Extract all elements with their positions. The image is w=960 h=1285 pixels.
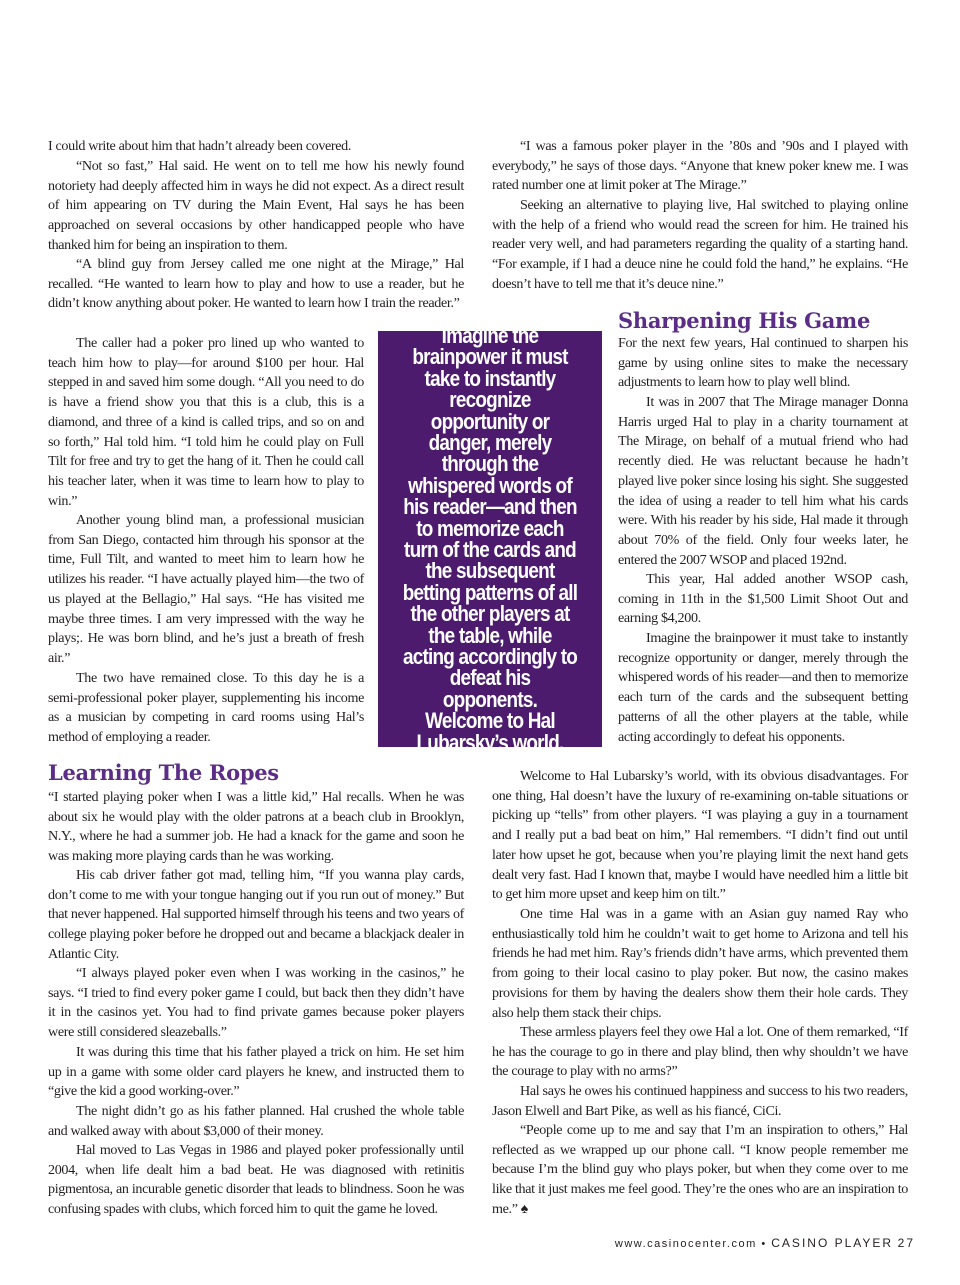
pull-quote-box — [378, 322, 602, 755]
body-paragraph: “I started playing poker when I was a little kid,” Hal recalls. When he was about six he would play with the older patrons at a beach club in Brooklyn, N.Y., where he had a summer job. He had a knack for the game and soon he was making more playing cards than he was working. — [48, 789, 464, 865]
section-heading-sharpening-his-game: Sharpening His Game — [618, 308, 871, 333]
body-paragraph: It was in 2007 that The Mirage manager Donna Harris urged Hal to play in a charity tournament at The Mirage, on behalf of a mutual friend who had recently died. He was reluctant because he hadn’t played live poker since losing his sight. She suggested the idea of using a reader to tell him what his cards were. With his reader by his side, Hal made it through about 70% of the field. Only four weeks later, he entered the 2007 WSOP and placed 192nd. — [618, 394, 908, 568]
body-paragraph: Seeking an alternative to playing live, Hal switched to playing online with the help of a friend who would read the screen for him. He trained his reader very well, and had parameters regarding the quality of a starting hand. “For example, if I had a deuce nine he could fold the hand,” he explains. “He doesn’t have to tell me that it’s deuce nine.” — [492, 197, 908, 292]
footer-magazine-name: CASINO PLAYER — [771, 1236, 894, 1250]
body-paragraph: For the next few years, Hal continued to sharpen his game by using online sites to make the necessary adjustments to learn how to play well blind. — [618, 335, 908, 391]
body-paragraph: Another young blind man, a professional musician from San Diego, contacted him through his sponsor at the time, Full Tilt, and wanted to meet him to learn how he utilizes his reader. “I have actually played him—the two of us played at the Bellagio,” Hal says. “He has visited me maybe three times. I am very impressed with the way he plays;. He was born blind, and he’s just a breath of fresh air.” — [48, 512, 364, 666]
body-paragraph: It was during this time that his father played a trick on him. He set him up in a game with some older card players he knew, and instructed them to “give the kid a good working-over.” — [48, 1044, 464, 1100]
body-paragraph: Welcome to Hal Lubarsky’s world, with its obvious disadvantages. For one thing, Hal doesn’t have the luxury of re-examining on-table situations or picking up “tells” from other players. “I was playing a guy in a tournament and I really put a bad beat on him,” Hal remembers. “I didn’t find out until later how upset he got, because when you’re playing limit the next hand gets dealt very fast. Had I known that, maybe I would have needled him a little bit to get him more upset and keep him on tilt.” — [492, 768, 908, 903]
body-paragraph: Hal says he owes his continued happiness and success to his two readers, Jason Elwell and Bart Pike, as well as his fiancé, CiCi. — [492, 1083, 908, 1119]
body-paragraph: One time Hal was in a game with an Asian guy named Ray who enthusiastically told him he couldn’t wait to get home to Arizona and tell his friends he had met him. Ray’s friends didn’t have arms, which prevented them from going to their local casino to play poker. But now, the casino makes provisions for them by having the dealers show them their hole cards. They also help them stack their chips. — [492, 906, 908, 1021]
body-paragraph: His cab driver father got mad, telling him, “If you wanna play cards, don’t come to me with your tongue hanging out if you run out of money.” But that never happened. Hal supported himself through his teens and two years of college playing poker before he dropped out and became a blackjack dealer in Atlantic City. — [48, 867, 464, 962]
body-paragraph: “A blind guy from Jersey called me one night at the Mirage,” Hal recalled. “He wanted to learn how to play and how to use a reader, but he didn’t know anything about poker. He wanted to learn how I train the reader.” — [48, 256, 464, 312]
body-paragraph: These armless players feel they owe Hal a lot. One of them remarked, “If he has the courage to go in there and play blind, then why shouldn’t we have the courage to play with no arms?” — [492, 1024, 908, 1080]
body-paragraph: The two have remained close. To this day he is a semi-professional poker player, supplementing his income as a musician by competing in card rooms using Hal’s method of employing a reader. — [48, 670, 364, 746]
body-paragraph: Hal moved to Las Vegas in 1986 and played poker professionally until 2004, when life dealt him a bad beat. He was diagnosed with retinitis pigmentosa, an incurable genetic disorder that leads to blindness. Soon he was confusing spades with clubs, which forced him to quit the game he loved. — [48, 1142, 464, 1218]
body-paragraph: “People come up to me and say that I’m an inspiration to others,” Hal reflected as we wrapped up our phone call. “I know people remember me because I’m the blind guy who plays poker, but when they come over to me like that it just makes me feel good. They’re the ones who are an inspiration to me.” ♠ — [492, 1122, 908, 1217]
section-heading-learning-the-ropes: Learning The Ropes — [48, 760, 279, 785]
body-paragraph: “I always played poker even when I was working in the casinos,” he says. “I tried to find every poker game I could, but back then they didn’t have it in the casinos yet. You had to find private games because poker players were still considered sleazeballs.” — [48, 965, 464, 1041]
footer-url: www.casinocenter.com — [614, 1238, 757, 1250]
body-paragraph: The caller had a poker pro lined up who wanted to teach him how to play—for around $100 per hour. Hal stepped in and saved him some dough. “All you need to do is have a friend show you that this is a club, this is a diamond, and three of a kind is called trips, and so on and so forth,” Hal told him. “I told him he could play on Full Tilt for free and try to get the hang of it. Then he could call his teacher later, when it was time to learn how to play to win.” — [48, 335, 364, 509]
footer-separator: • — [761, 1238, 767, 1250]
body-paragraph: Imagine the brainpower it must take to instantly recognize opportunity or danger, merely through the whispered words of his reader—and then to memorize each turn of the cards and the subsequent betting patterns of all the other players at the table, while acting accordingly to defeat his opponents. — [618, 630, 908, 745]
body-paragraph: The night didn’t go as his father planned. Hal crushed the whole table and walked away with about $3,000 of their money. — [48, 1103, 464, 1139]
body-paragraph: “I was a famous poker player in the ’80s and ’90s and I played with everybody,” he says of those days. “Anyone that knew poker knew me. I was rated number one at limit poker at The Mirage.” — [492, 138, 908, 194]
page-number: 27 — [897, 1236, 915, 1250]
pull-quote-text: Imagine the brainpower it must take to instantly recognize opportunity or danger, merely through the whispered words of his reader—and then to memorize each turn of the cards and the subsequent betting patterns of all the other players at the table, while acting accordingly to defeat his opponents. Welcome to Hal Lubarsky’s world. — [402, 322, 578, 755]
body-paragraph: This year, Hal added another WSOP cash, coming in 11th in the $1,500 Limit Shoot Out and earning $4,200. — [618, 571, 908, 627]
body-paragraph: I could write about him that hadn’t already been covered. — [48, 138, 352, 154]
body-paragraph: “Not so fast,” Hal said. He went on to tell me how his newly found notoriety had deeply affected him in ways he did not expect. As a direct result of him appearing on TV during the Main Event, Hal says he has been approached on several occasions by other handicapped people who have thanked him for being an inspiration to them. — [48, 158, 464, 253]
page-footer — [615, 1236, 915, 1250]
